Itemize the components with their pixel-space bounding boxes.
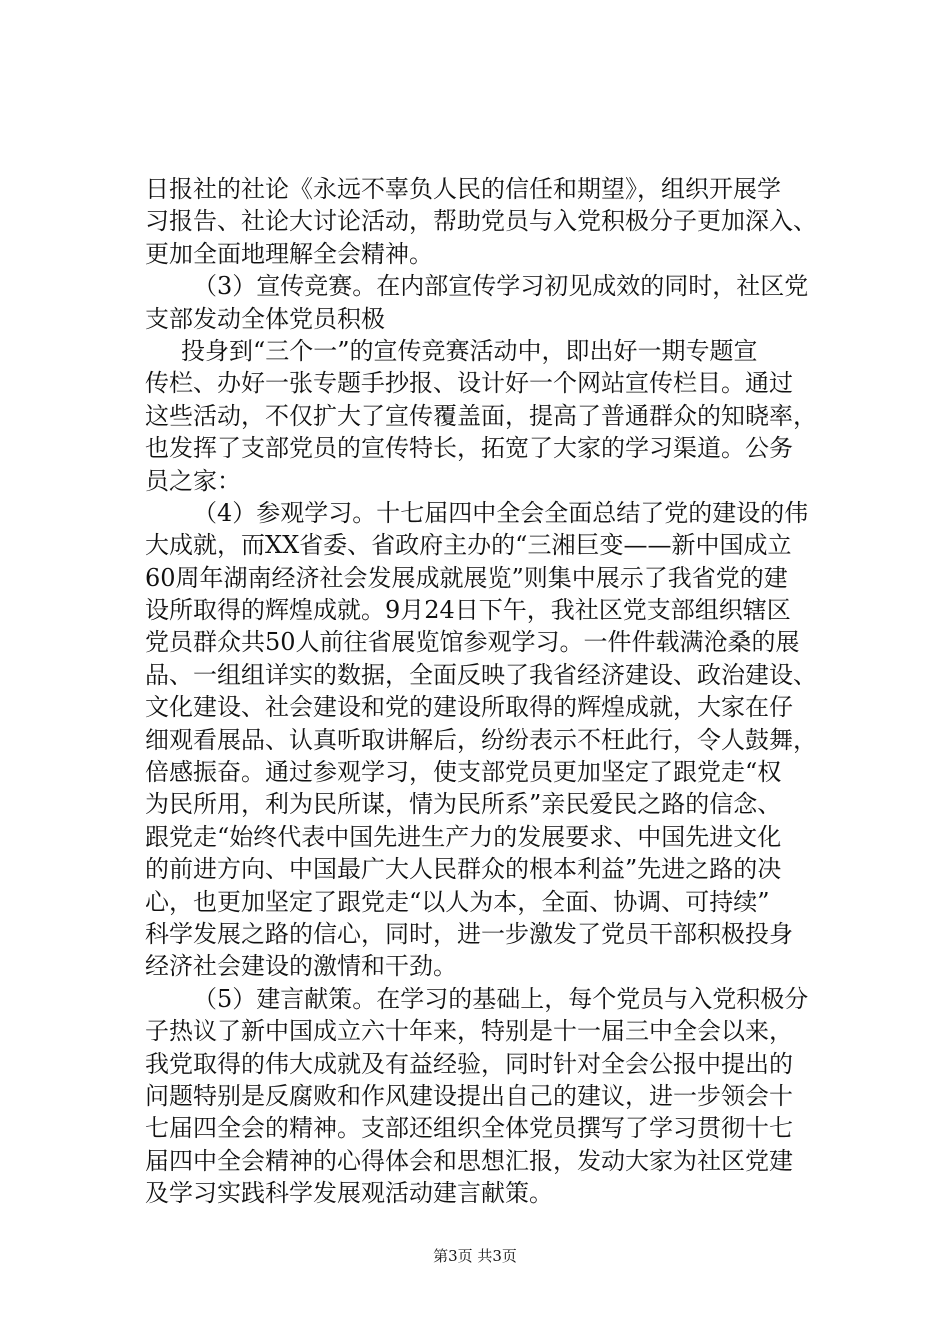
text-line: 倍感振奋。通过参观学习，使支部党员更加坚定了跟党走“权 [145, 758, 782, 787]
paragraph-first-line: （5）建言献策。在学习的基础上，每个党员与入党积极分 [193, 984, 809, 1013]
text-line: 我党取得的伟大成就及有益经验，同时针对全会公报中提出的 [145, 1049, 793, 1078]
text-line: 为民所用，利为民所谋，情为民所系”亲民爱民之路的信念、 [145, 790, 782, 819]
text-line: 党员群众共50人前往省展览馆参观学习。一件件载满沧桑的展 [145, 628, 800, 657]
paragraph-first-line: 投身到“三个一”的宣传竞赛活动中，即出好一期专题宣 [181, 336, 758, 365]
text-line: 子热议了新中国成立六十年来，特别是十一届三中全会以来， [145, 1017, 793, 1046]
text-line: 员之家： [145, 466, 241, 495]
text-line: 跟党走“始终代表中国先进生产力的发展要求、中国先进文化 [145, 822, 782, 851]
text-line: 问题特别是反腐败和作风建设提出自己的建议，进一步领会十 [145, 1081, 793, 1110]
text-line: 设所取得的辉煌成就。9月24日下午，我社区党支部组织辖区 [145, 596, 791, 625]
text-line: 这些活动，不仅扩大了宣传覆盖面，提高了普通群众的知晓率， [145, 401, 817, 430]
text-line: 七届四全会的精神。支部还组织全体党员撰写了学习贯彻十七 [145, 1114, 793, 1143]
text-line: 传栏、办好一张专题手抄报、设计好一个网站宣传栏目。通过 [145, 369, 793, 398]
text-line: 60周年湖南经济社会发展成就展览”则集中展示了我省党的建 [145, 563, 788, 592]
text-line: 届四中全会精神的心得体会和思想汇报，发动大家为社区党建 [145, 1146, 793, 1175]
text-line: 品、一组组详实的数据，全面反映了我省经济建设、政治建设、 [145, 660, 817, 689]
text-line: 细观看展品、认真听取讲解后，纷纷表示不枉此行，令人鼓舞， [145, 725, 817, 754]
text-line: 日报社的社论《永远不辜负人民的信任和期望》，组织开展学 [145, 175, 781, 203]
paragraph-first-line: （3）宣传竞赛。在内部宣传学习初见成效的同时，社区党 [193, 272, 809, 301]
text-line: 大成就，而XX省委、省政府主办的“三湘巨变——新中国成立 [145, 531, 792, 560]
text-line: 科学发展之路的信心，同时，进一步激发了党员干部积极投身 [145, 919, 793, 948]
text-line: 的前进方向、中国最广大人民群众的根本利益”先进之路的决 [145, 855, 782, 884]
text-line: 更加全面地理解全会精神。 [145, 239, 433, 268]
text-line: 文化建设、社会建设和党的建设所取得的辉煌成就，大家在仔 [145, 693, 793, 722]
text-line: 心，也更加坚定了跟党走“以人为本，全面、协调、可持续” [145, 887, 770, 916]
paragraph-first-line: （4）参观学习。十七届四中全会全面总结了党的建设的伟 [193, 498, 809, 527]
text-line: 也发挥了支部党员的宣传特长，拓宽了大家的学习渠道。公务 [145, 434, 793, 463]
text-line: 习报告、社论大讨论活动，帮助党员与入党积极分子更加深入、 [145, 207, 817, 236]
page-number-footer: 第3页 共3页 [433, 1247, 517, 1265]
text-line: 支部发动全体党员积极 [145, 304, 385, 333]
text-line: 经济社会建设的激情和干劲。 [145, 952, 457, 981]
document-body [145, 173, 835, 1210]
text-line: 及学习实践科学发展观活动建言献策。 [145, 1179, 553, 1208]
